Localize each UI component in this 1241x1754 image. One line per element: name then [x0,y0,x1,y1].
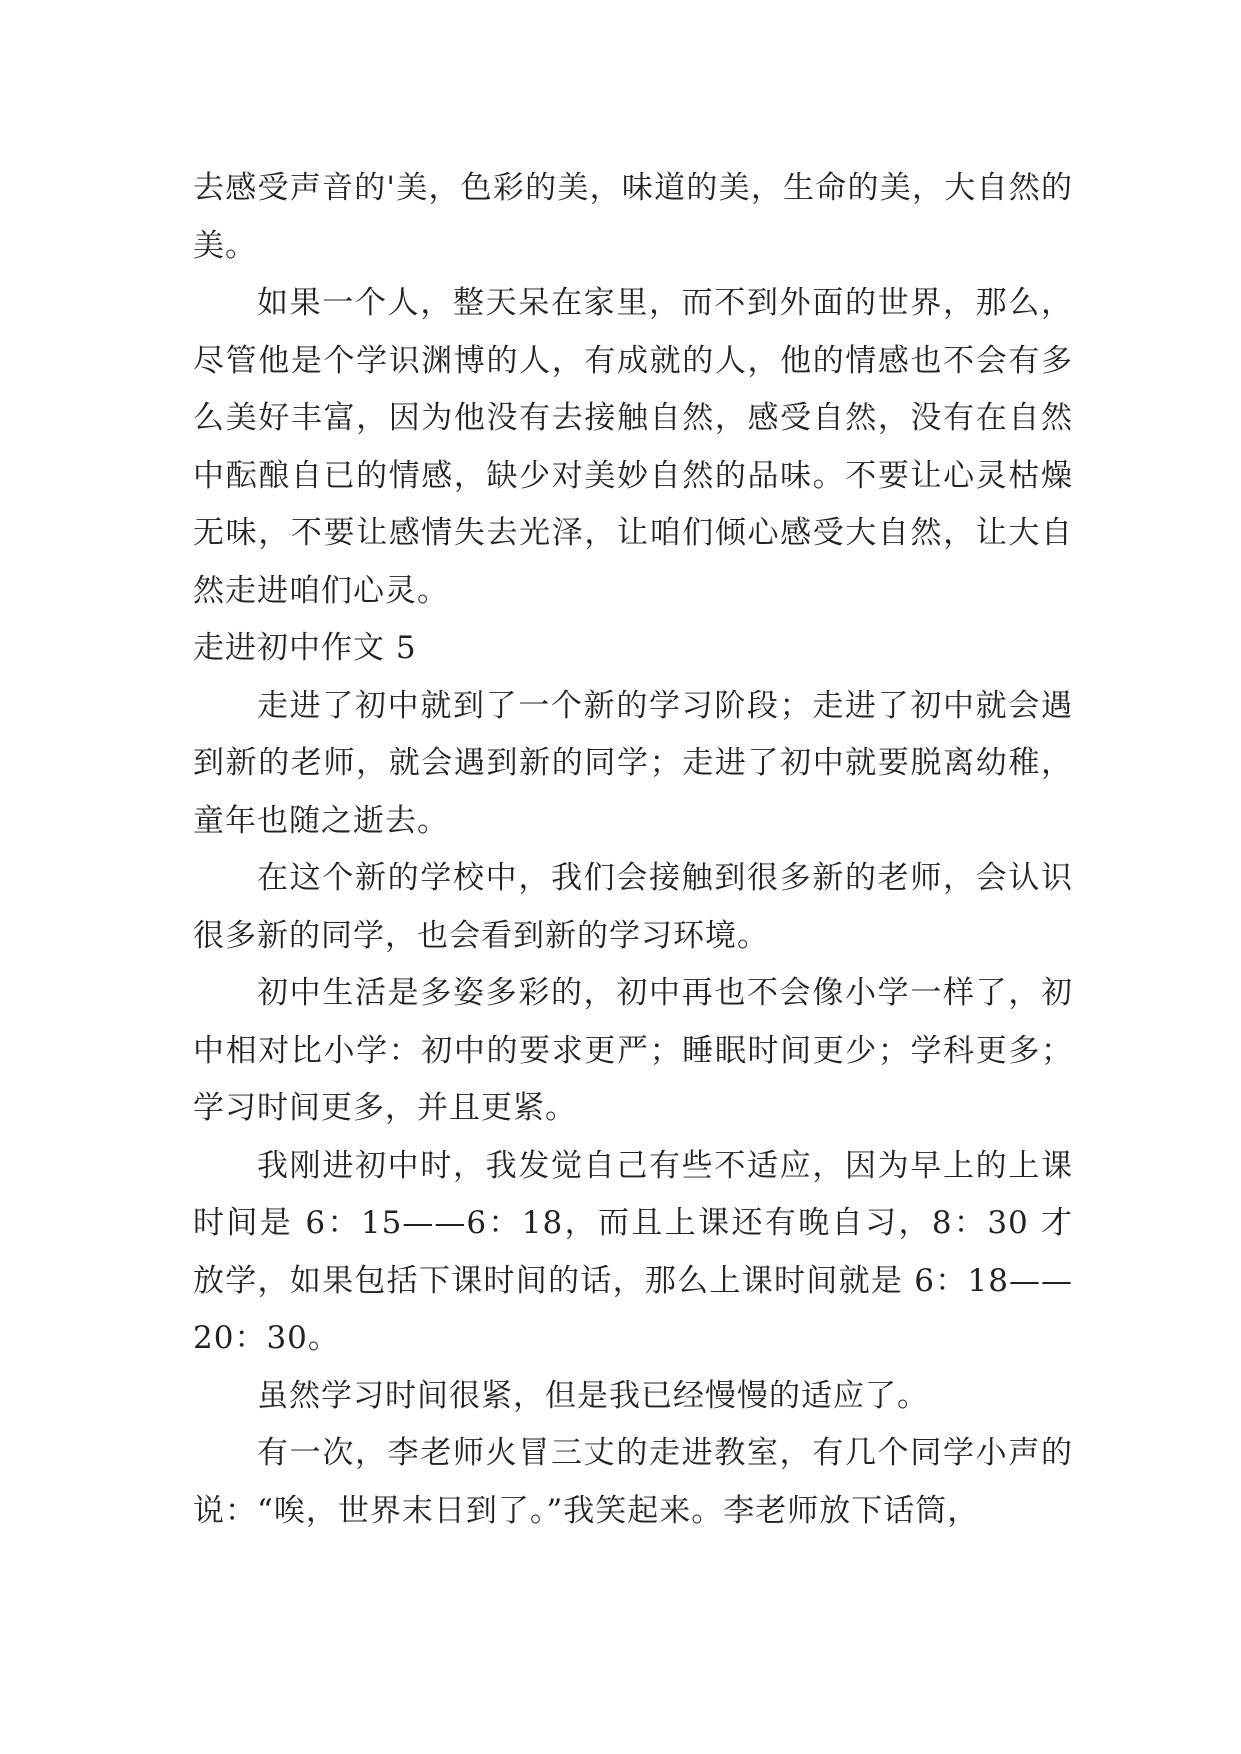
paragraph-5: 初中生活是多姿多彩的，初中再也不会像小学一样了，初中相对比小学：初中的要求更严；睡眠时间更少；学科更多；学习时间更多，并且更紧。 [193,975,1073,1126]
paragraph-2: 如果一个人，整天呆在家里，而不到外面的世界，那么，尽管他是个学识渊博的人，有成就的人，他的情感也不会有多么美好丰富，因为他没有去接触自然，感受自然，没有在自然中酝酿自已的情感，缺少对美妙自然的品味。不要让心灵枯燥无味，不要让感情失去光泽，让咱们倾心感受大自然，让大自然走进咱们心灵。 [193,285,1073,609]
paragraph-1: 去感受声音的'美，色彩的美，味道的美，生命的美，大自然的美。 [193,170,1073,264]
essay-heading: 走进初中作文 5 [193,630,417,666]
paragraph-8: 有一次，李老师火冒三丈的走进教室，有几个同学小声的说：“唉，世界末日到了。”我笑起来。李老师放下话筒， [193,1435,1073,1529]
paragraph-6: 我刚进初中时，我发觉自己有些不适应，因为早上的上课时间是 6：15——6：18，而且上课还有晚自习，8：30 才放学，如果包括下课时间的话，那么上课时间就是 6：18——20：30。 [193,1147,1073,1356]
paragraph-7: 虽然学习时间很紧，但是我已经慢慢的适应了。 [257,1377,929,1414]
paragraph-3: 走进了初中就到了一个新的学习阶段；走进了初中就会遇到新的老师，就会遇到新的同学；走进了初中就要脱离幼稚，童年也随之逝去。 [193,687,1073,839]
document-body [193,160,1073,1540]
paragraph-4: 在这个新的学校中，我们会接触到很多新的老师，会认识很多新的同学，也会看到新的学习环境。 [193,860,1073,954]
